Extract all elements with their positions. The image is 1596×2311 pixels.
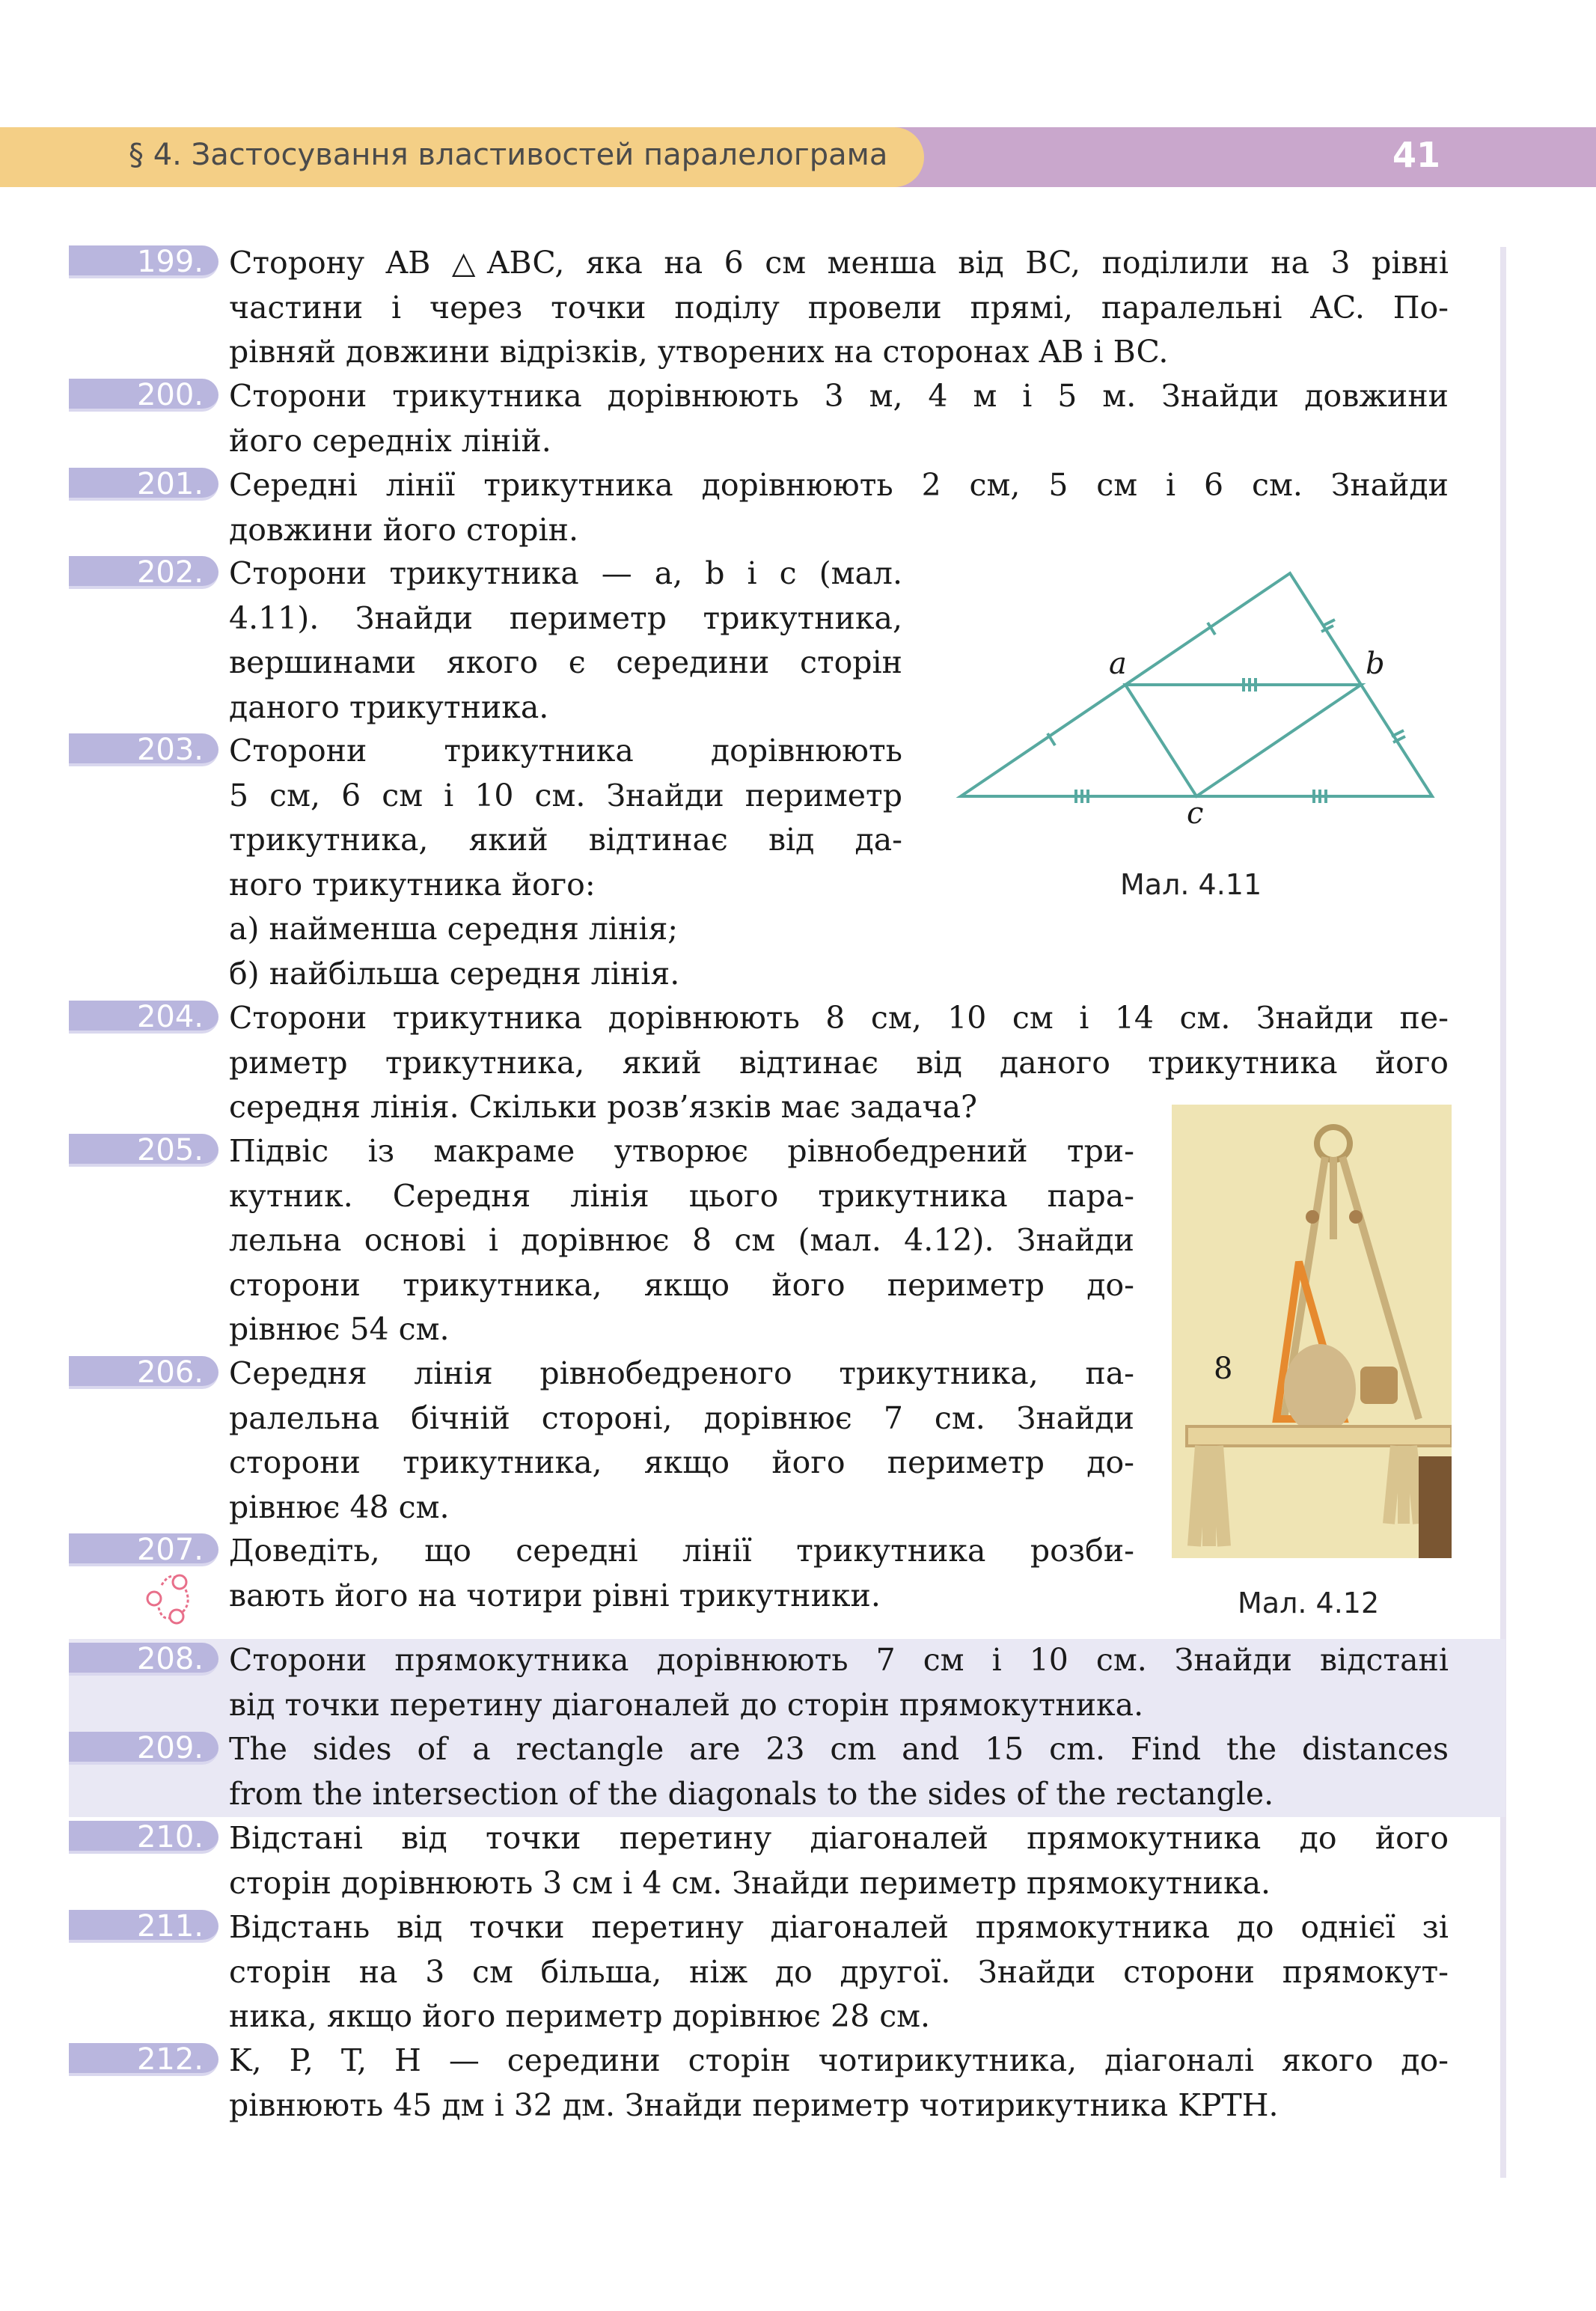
problem-line: рівняй довжини відрізків, утворених на сторонах AB і BC. — [229, 334, 1169, 370]
problem-number-badge: 206. — [69, 1356, 218, 1389]
problem-line: а) найменша середня лінія; — [229, 911, 679, 947]
problem-line: Середня лінія рівнобедреного трикутника, па- — [229, 1355, 1134, 1391]
problem-text — [229, 1727, 1449, 1816]
problem-line: довжини його сторін. — [229, 511, 578, 548]
problem-text — [229, 1905, 1449, 2039]
caption-4-11: Мал. 4.11 — [1120, 868, 1262, 901]
problem-line: Сторони трикутника дорівнюють 8 см, 10 см і 14 см. Знайди пе- — [229, 1000, 1449, 1036]
problem-line: рівнює 48 см. — [229, 1489, 450, 1525]
problem-number-badge: 207. — [69, 1533, 218, 1566]
group-work-icon — [139, 1570, 199, 1630]
side-rule — [1500, 247, 1506, 2178]
problem-line: 5 см, 6 см і 10 см. Знайди периметр — [229, 777, 902, 813]
problem-line: б) найбільша середня лінія. — [229, 955, 680, 992]
problem-number-badge: 208. — [69, 1643, 218, 1676]
macrame-photo — [1172, 1105, 1452, 1558]
figure-4-11 — [950, 561, 1444, 846]
problem-number-badge: 204. — [69, 1001, 218, 1034]
problem-line: 4.11). Знайди периметр трикутника, — [229, 599, 902, 636]
problem-line: риметр трикутника, який відтинає від даного трикутника його — [229, 1044, 1449, 1081]
problem-line: from the intersection of the diagonals to the sides of the rectangle. — [229, 1775, 1274, 1812]
figure-4-12-label: 8 — [1214, 1352, 1233, 1386]
problem-line: Сторони трикутника дорівнюють — [229, 733, 902, 769]
problem-line: Підвіс із макраме утворює рівнобедрений три- — [229, 1133, 1134, 1169]
problem-number-badge: 200. — [69, 379, 218, 412]
problem-line: лельна основі і дорівнює 8 см (мал. 4.12). Знайди — [229, 1222, 1134, 1258]
problem-number-badge: 203. — [69, 733, 218, 766]
problem-text — [229, 1352, 1134, 1530]
problem-line: від точки перетину діагоналей до сторін прямокутника. — [229, 1686, 1144, 1723]
problem-line: даного трикутника. — [229, 689, 549, 725]
problem-number-badge: 211. — [69, 1910, 218, 1943]
problem-line: сторін на 3 см більша, ніж до другої. Знайди сторони прямокут- — [229, 1953, 1449, 1990]
problem-line: сторони трикутника, якщо його периметр до- — [229, 1444, 1134, 1480]
problem-text — [229, 1529, 1134, 1618]
problem-line: Відстань від точки перетину діагоналей прямокутника до однієї зі — [229, 1909, 1449, 1945]
label-c: c — [1187, 796, 1204, 831]
problem-text — [229, 1638, 1449, 1727]
problem-line: ралельна бічній стороні, дорівнює 7 см. Знайди — [229, 1399, 1134, 1436]
problem-line: Доведіть, що середні лінії трикутника розби- — [229, 1533, 1134, 1569]
problem-number-badge: 210. — [69, 1821, 218, 1854]
page-number: 41 — [1392, 135, 1440, 175]
caption-4-12: Мал. 4.12 — [1238, 1587, 1380, 1619]
problem-line: рівнюють 45 дм і 32 дм. Знайди периметр чотирикутника KPTH. — [229, 2086, 1279, 2123]
problem-text — [229, 2039, 1449, 2128]
problem-line: K, P, T, H — середини сторін чотирикутника, діагоналі якого до- — [229, 2042, 1449, 2078]
section-title: § 4. Застосування властивостей паралелограма — [129, 138, 888, 172]
problem-line: середня лінія. Скільки розв’язків має задача? — [229, 1089, 978, 1125]
problem-line: вають його на чотири рівні трикутники. — [229, 1577, 881, 1614]
problem-text — [229, 374, 1449, 463]
problem-line: рівнює 54 см. — [229, 1311, 450, 1347]
problem-number-badge: 209. — [69, 1732, 218, 1765]
problem-line: The sides of a rectangle are 23 cm and 15 cm. Find the distances — [229, 1731, 1449, 1767]
problem-line: кутник. Середня лінія цього трикутника пара- — [229, 1177, 1134, 1214]
problem-line: Сторони трикутника дорівнюють 3 м, 4 м і 5 м. Знайди довжини — [229, 378, 1449, 414]
page-header — [0, 127, 1596, 187]
label-b: b — [1366, 647, 1385, 681]
problem-line: трикутника, який відтинає від да- — [229, 822, 902, 858]
problem-text — [229, 729, 902, 996]
problem-line: Середні лінії трикутника дорівнюють 2 см, 5 см і 6 см. Знайди — [229, 467, 1449, 503]
problem-line: вершинами якого є середини сторін — [229, 644, 902, 680]
header-title-band — [0, 127, 924, 187]
problem-line: Сторону AB △ABC, яка на 6 см менша від BC, поділили на 3 рівні — [229, 245, 1449, 281]
problem-number-badge: 205. — [69, 1134, 218, 1167]
problem-line: Сторони трикутника — a, b і c (мал. — [229, 555, 902, 591]
problem-line: Відстані від точки перетину діагоналей прямокутника до його — [229, 1820, 1449, 1856]
label-a: a — [1109, 647, 1127, 681]
problem-number-badge: 202. — [69, 556, 218, 589]
problem-line: його середніх ліній. — [229, 422, 551, 459]
problem-number-badge: 212. — [69, 2043, 218, 2076]
problem-text — [229, 1816, 1449, 1905]
problem-line: частини і через точки поділу провели прямі, паралельні AC. По- — [229, 289, 1449, 326]
triangle-midpoints — [1125, 685, 1361, 796]
problem-line: сторони трикутника, якщо його периметр до- — [229, 1266, 1134, 1303]
problem-line: ника, якщо його периметр дорівнює 28 см. — [229, 1998, 931, 2034]
problem-text — [229, 552, 902, 730]
problem-line: сторін дорівнюють 3 см і 4 см. Знайди периметр прямокутника. — [229, 1864, 1271, 1901]
problem-text — [229, 463, 1449, 552]
problem-line: ного трикутника його: — [229, 866, 596, 903]
problem-number-badge: 201. — [69, 468, 218, 501]
problem-line: Сторони прямокутника дорівнюють 7 см і 10 см. Знайди відстані — [229, 1642, 1449, 1678]
problem-text — [229, 1129, 1134, 1352]
problem-text — [229, 241, 1449, 375]
problem-number-badge: 199. — [69, 245, 218, 278]
